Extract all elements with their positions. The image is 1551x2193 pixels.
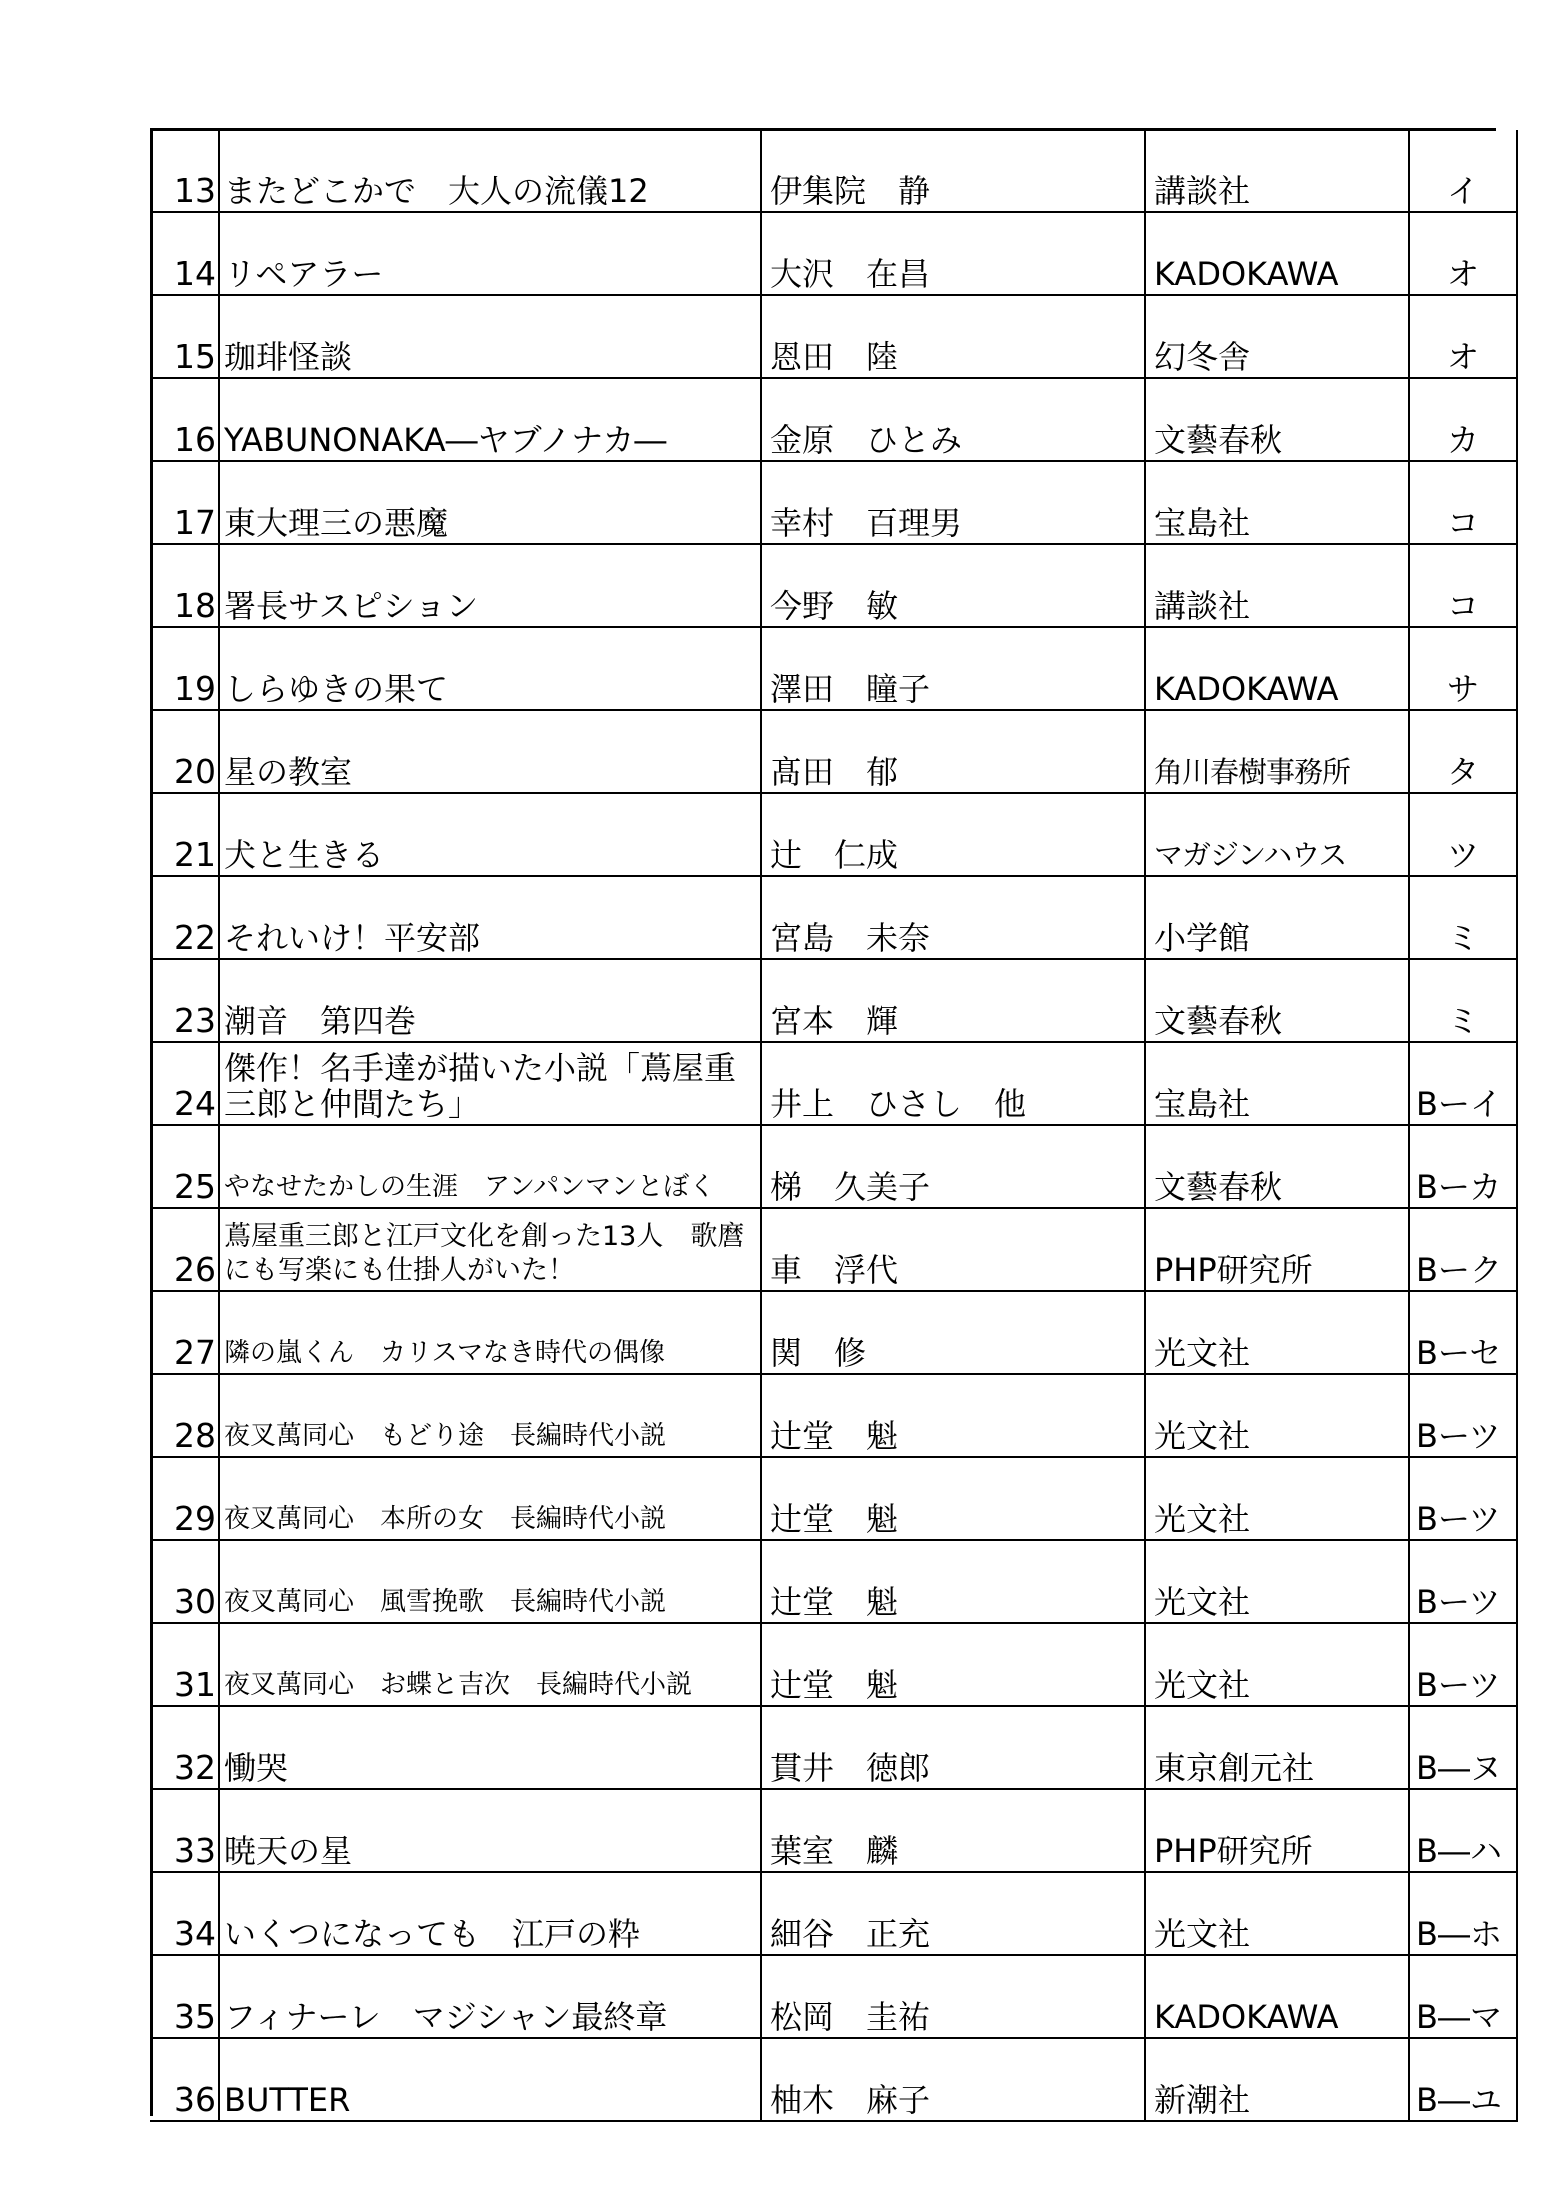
book-title: 珈琲怪談: [219, 295, 761, 378]
table-row: [150, 461, 1517, 544]
book-title: 星の教室: [219, 710, 761, 793]
book-publisher: PHP研究所: [1145, 1208, 1409, 1291]
book-publisher: 光文社: [1145, 1540, 1409, 1623]
book-title: 傑作！名手達が描いた小説「蔦屋重三郎と仲間たち」: [219, 1042, 761, 1125]
table-row: [150, 627, 1517, 710]
row-number: 19: [150, 627, 219, 710]
row-number: 15: [150, 295, 219, 378]
book-title: リペアラー: [219, 212, 761, 295]
row-number: 13: [150, 130, 219, 212]
row-number: 34: [150, 1872, 219, 1955]
book-publisher: PHP研究所: [1145, 1789, 1409, 1872]
book-publisher: 新潮社: [1145, 2038, 1409, 2121]
book-publisher: 宝島社: [1145, 1042, 1409, 1125]
table-row: [150, 1872, 1517, 1955]
book-author: 宮本 輝: [761, 959, 1145, 1042]
book-author: 辻堂 魁: [761, 1623, 1145, 1706]
book-author: 伊集院 静: [761, 130, 1145, 212]
shelf-code: ツ: [1409, 793, 1517, 876]
table-row: [150, 130, 1517, 212]
table-row: [150, 1208, 1517, 1291]
book-author: 澤田 瞳子: [761, 627, 1145, 710]
book-author: 金原 ひとみ: [761, 378, 1145, 461]
book-title: 暁天の星: [219, 1789, 761, 1872]
table-row: [150, 793, 1517, 876]
row-number: 30: [150, 1540, 219, 1623]
book-author: 関 修: [761, 1291, 1145, 1374]
shelf-code: B―ヌ: [1409, 1706, 1517, 1789]
row-number: 26: [150, 1208, 219, 1291]
book-title: 犬と生きる: [219, 793, 761, 876]
row-number: 20: [150, 710, 219, 793]
row-number: 18: [150, 544, 219, 627]
shelf-code: B―マ: [1409, 1955, 1517, 2038]
book-author: 井上 ひさし 他: [761, 1042, 1145, 1125]
book-title: 隣の嵐くん カリスマなき時代の偶像: [219, 1291, 761, 1374]
shelf-code: B―ホ: [1409, 1872, 1517, 1955]
table-row: [150, 876, 1517, 959]
book-publisher: 東京創元社: [1145, 1706, 1409, 1789]
book-title: 潮音 第四巻: [219, 959, 761, 1042]
book-publisher: 角川春樹事務所: [1145, 710, 1409, 793]
row-number: 35: [150, 1955, 219, 2038]
table-row: [150, 212, 1517, 295]
book-title: 夜叉萬同心 本所の女 長編時代小説: [219, 1457, 761, 1540]
row-number: 16: [150, 378, 219, 461]
shelf-code: Bーツ: [1409, 1623, 1517, 1706]
book-author: 松岡 圭祐: [761, 1955, 1145, 2038]
shelf-code: ミ: [1409, 876, 1517, 959]
book-author: 大沢 在昌: [761, 212, 1145, 295]
table-row: [150, 1540, 1517, 1623]
row-number: 25: [150, 1125, 219, 1208]
shelf-code: カ: [1409, 378, 1517, 461]
book-title: 夜叉萬同心 もどり途 長編時代小説: [219, 1374, 761, 1457]
shelf-code: B―ハ: [1409, 1789, 1517, 1872]
row-number: 31: [150, 1623, 219, 1706]
table-row: [150, 959, 1517, 1042]
book-author: 車 浮代: [761, 1208, 1145, 1291]
book-title: 夜叉萬同心 お蝶と吉次 長編時代小説: [219, 1623, 761, 1706]
shelf-code: Bーツ: [1409, 1540, 1517, 1623]
row-number: 14: [150, 212, 219, 295]
row-number: 28: [150, 1374, 219, 1457]
book-title: YABUNONAKA―ヤブノナカ―: [219, 378, 761, 461]
book-author: 辻堂 魁: [761, 1374, 1145, 1457]
book-list-table: [150, 130, 1518, 2122]
book-title: フィナーレ マジシャン最終章: [219, 1955, 761, 2038]
book-author: 辻堂 魁: [761, 1540, 1145, 1623]
book-title: 蔦屋重三郎と江戸文化を創った13人 歌麿にも写楽にも仕掛人がいた！: [219, 1208, 761, 1291]
shelf-code: Bーカ: [1409, 1125, 1517, 1208]
shelf-code: オ: [1409, 295, 1517, 378]
shelf-code: コ: [1409, 544, 1517, 627]
book-publisher: 光文社: [1145, 1457, 1409, 1540]
book-title: 東大理三の悪魔: [219, 461, 761, 544]
book-title: 署長サスピション: [219, 544, 761, 627]
book-author: 幸村 百理男: [761, 461, 1145, 544]
book-title: やなせたかしの生涯 アンパンマンとぼく: [219, 1125, 761, 1208]
table-row: [150, 1125, 1517, 1208]
row-number: 29: [150, 1457, 219, 1540]
shelf-code: Bーセ: [1409, 1291, 1517, 1374]
shelf-code: Bーク: [1409, 1208, 1517, 1291]
book-author: 辻 仁成: [761, 793, 1145, 876]
table-row: [150, 1291, 1517, 1374]
book-publisher: 文藝春秋: [1145, 959, 1409, 1042]
book-publisher: 幻冬舎: [1145, 295, 1409, 378]
table-row: [150, 1789, 1517, 1872]
book-publisher: 講談社: [1145, 130, 1409, 212]
book-author: 葉室 麟: [761, 1789, 1145, 1872]
row-number: 17: [150, 461, 219, 544]
book-title: それいけ！平安部: [219, 876, 761, 959]
table-row: [150, 544, 1517, 627]
table-row: [150, 1374, 1517, 1457]
shelf-code: Bーツ: [1409, 1374, 1517, 1457]
book-publisher: KADOKAWA: [1145, 1955, 1409, 2038]
book-publisher: 文藝春秋: [1145, 378, 1409, 461]
shelf-code: ミ: [1409, 959, 1517, 1042]
shelf-code: コ: [1409, 461, 1517, 544]
row-number: 32: [150, 1706, 219, 1789]
book-title: 夜叉萬同心 風雪挽歌 長編時代小説: [219, 1540, 761, 1623]
table-row: [150, 378, 1517, 461]
shelf-code: B―ユ: [1409, 2038, 1517, 2121]
book-author: 梯 久美子: [761, 1125, 1145, 1208]
book-title: いくつになっても 江戸の粋: [219, 1872, 761, 1955]
book-author: 今野 敏: [761, 544, 1145, 627]
book-publisher: 小学館: [1145, 876, 1409, 959]
table-row: [150, 1042, 1517, 1125]
row-number: 24: [150, 1042, 219, 1125]
shelf-code: タ: [1409, 710, 1517, 793]
row-number: 33: [150, 1789, 219, 1872]
book-author: 髙田 郁: [761, 710, 1145, 793]
book-list-sheet: [150, 128, 1502, 2119]
book-publisher: 講談社: [1145, 544, 1409, 627]
shelf-code: サ: [1409, 627, 1517, 710]
book-title: またどこかで 大人の流儀12: [219, 130, 761, 212]
book-publisher: 光文社: [1145, 1374, 1409, 1457]
row-number: 27: [150, 1291, 219, 1374]
book-author: 柚木 麻子: [761, 2038, 1145, 2121]
shelf-code: Bーイ: [1409, 1042, 1517, 1125]
book-title: しらゆきの果て: [219, 627, 761, 710]
book-publisher: KADOKAWA: [1145, 627, 1409, 710]
book-author: 辻堂 魁: [761, 1457, 1145, 1540]
book-publisher: 文藝春秋: [1145, 1125, 1409, 1208]
shelf-code: Bーツ: [1409, 1457, 1517, 1540]
book-author: 細谷 正充: [761, 1872, 1145, 1955]
book-publisher: KADOKAWA: [1145, 212, 1409, 295]
row-number: 22: [150, 876, 219, 959]
book-author: 宮島 未奈: [761, 876, 1145, 959]
book-publisher: 光文社: [1145, 1291, 1409, 1374]
row-number: 36: [150, 2038, 219, 2121]
table-row: [150, 1457, 1517, 1540]
table-row: [150, 710, 1517, 793]
table-row: [150, 1706, 1517, 1789]
book-publisher: マガジンハウス: [1145, 793, 1409, 876]
book-publisher: 光文社: [1145, 1623, 1409, 1706]
book-author: 恩田 陸: [761, 295, 1145, 378]
book-publisher: 光文社: [1145, 1872, 1409, 1955]
table-row: [150, 295, 1517, 378]
table-row: [150, 2038, 1517, 2121]
shelf-code: イ: [1409, 130, 1517, 212]
shelf-code: オ: [1409, 212, 1517, 295]
row-number: 21: [150, 793, 219, 876]
book-title: BUTTER: [219, 2038, 761, 2121]
table-row: [150, 1623, 1517, 1706]
table-row: [150, 1955, 1517, 2038]
row-number: 23: [150, 959, 219, 1042]
book-author: 貫井 徳郎: [761, 1706, 1145, 1789]
book-publisher: 宝島社: [1145, 461, 1409, 544]
book-title: 慟哭: [219, 1706, 761, 1789]
